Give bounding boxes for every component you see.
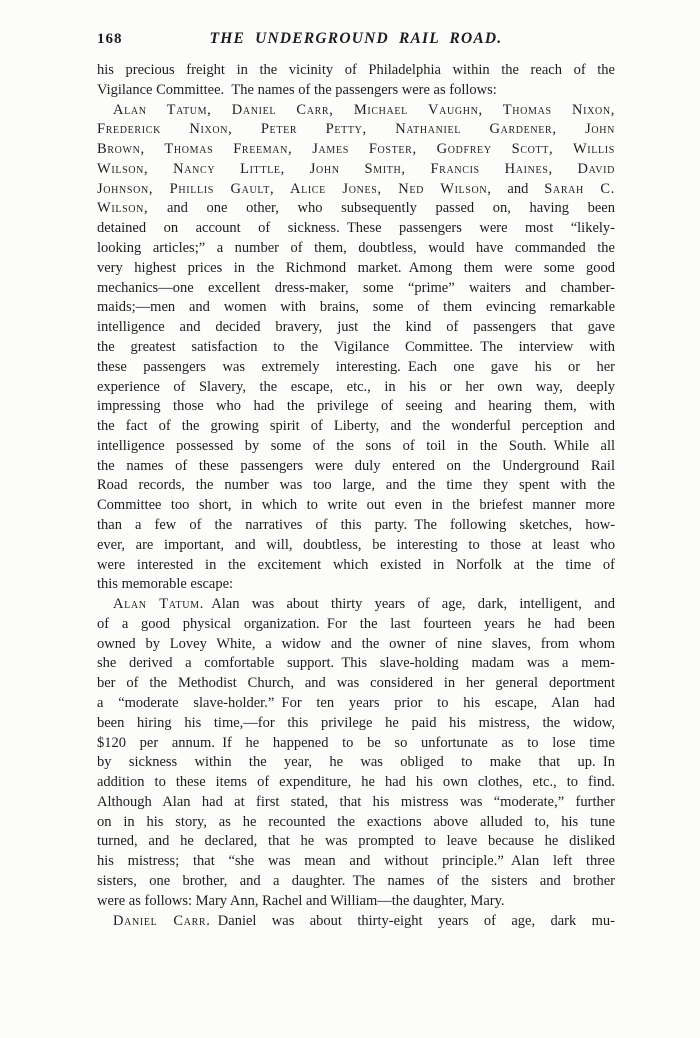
text-segment: owned by Lovey White, a widow and the owner of nine slaves, from whom	[97, 635, 615, 652]
text-line	[97, 734, 615, 754]
text-segment: ever, are important, and will, doubtless, be interesting to those at least who	[97, 536, 615, 553]
text-line	[97, 81, 615, 101]
page-body	[97, 61, 615, 931]
passenger-name: Brown, Thomas Freeman, James Foster, Godfrey Scott, Willis	[97, 141, 615, 158]
text-line	[97, 674, 615, 694]
passenger-name: Wilson,	[97, 200, 149, 217]
text-segment: looking articles;” a number of them, doubtless, would have commanded the	[97, 240, 615, 257]
text-line	[97, 476, 615, 496]
text-line	[97, 279, 615, 299]
text-segment: Road records, the number was too large, and the time they spent with the	[97, 477, 615, 494]
text-segment: Committee too short, in which to write out even in the briefest manner more	[97, 497, 615, 514]
page-header	[97, 30, 615, 50]
text-segment: his mistress; that “she was mean and without principle.” Alan left three	[97, 853, 615, 870]
text-line	[97, 259, 615, 279]
passenger-name: Frederick Nixon, Peter Petty, Nathaniel Gardener, John	[97, 121, 615, 138]
text-segment: these passengers was extremely interesting. Each one gave his or her	[97, 358, 615, 375]
text-line	[97, 160, 615, 180]
text-segment: addition to these items of expenditure, he had his own clothes, etc., to find.	[97, 774, 615, 791]
text-segment: a “moderate slave-holder.” For ten years prior to his escape, Alan had	[97, 695, 615, 711]
text-segment: Alan was about thirty years of age, dark, intelligent, and	[204, 596, 615, 613]
text-segment: sisters, one brother, and a daughter. The names of the sisters and brother	[97, 873, 615, 890]
text-segment: were interested in the excitement which existed in Norfolk at the time of	[97, 556, 615, 573]
text-segment: $120 per annum. If he happened to be so unfortunate as to lose time	[97, 734, 615, 751]
text-segment: Vigilance Committee. The names of the passengers were as follows:	[97, 81, 497, 98]
text-line	[97, 61, 615, 81]
passenger-name: Sarah C.	[544, 180, 616, 197]
text-segment: than a few of the narratives of this party. The following sketches, how-	[97, 516, 615, 533]
text-line	[97, 852, 615, 872]
text-line	[97, 516, 615, 536]
text-line	[97, 714, 615, 734]
text-line	[97, 793, 615, 813]
passenger-name: Alan Tatum.	[113, 596, 205, 613]
running-title: THE UNDERGROUND RAIL ROAD.	[209, 30, 503, 47]
text-line	[97, 199, 615, 219]
text-segment: and one other, who subsequently passed on, having been	[148, 200, 615, 217]
text-line	[97, 912, 615, 932]
text-line	[97, 892, 615, 912]
text-segment: this memorable escape:	[97, 576, 234, 593]
text-segment: intelligence possessed by some of the sons of toil in the South. While all	[97, 437, 615, 454]
text-segment: maids;—men and women with brains, some of them evincing remarkable	[97, 299, 615, 316]
text-line	[97, 378, 615, 398]
text-line	[97, 635, 615, 655]
text-line	[97, 694, 615, 714]
text-line	[97, 437, 615, 457]
text-segment: the greatest satisfaction to the Vigilance Committee. The interview with	[97, 338, 615, 355]
text-line	[97, 556, 615, 576]
text-line	[97, 338, 615, 358]
text-segment: very highest prices in the Richmond market. Among them were some good	[97, 259, 615, 276]
text-line	[97, 239, 615, 259]
text-segment: intelligence and decided bravery, just the kind of passengers that gave	[97, 319, 615, 336]
text-line	[97, 140, 615, 160]
text-line	[97, 358, 615, 378]
text-line	[97, 595, 615, 615]
text-segment: experience of Slavery, the escape, etc., in his or her own way, deeply	[97, 378, 615, 395]
text-line	[97, 773, 615, 793]
text-segment: Daniel was about thirty-eight years of age, dark mu-	[210, 912, 615, 929]
text-segment: been hiring his time,—for this privilege he paid his mistress, the widow,	[97, 714, 615, 731]
text-segment: she derived a comfortable support. This slave-holding madam was a mem-	[97, 655, 615, 672]
page-number: 168	[97, 31, 123, 47]
text-line	[97, 120, 615, 140]
text-line	[97, 813, 615, 833]
text-line	[97, 496, 615, 516]
text-segment: detained on account of sickness. These passengers were most “likely-	[97, 220, 615, 237]
text-segment: ber of the Methodist Church, and was considered in her general deportment	[97, 675, 615, 692]
text-line	[97, 575, 615, 595]
text-segment: Although Alan had at first stated, that his mistress was “moderate,” further	[97, 793, 615, 810]
text-segment: of a good physical organization. For the last fourteen years he had been	[97, 615, 615, 632]
text-segment: his precious freight in the vicinity of Philadelphia within the reach of the	[97, 62, 615, 78]
text-line	[97, 654, 615, 674]
text-segment: and	[491, 180, 545, 197]
text-segment: were as follows: Mary Ann, Rachel and William—the daughter, Mary.	[97, 892, 505, 909]
text-line	[97, 832, 615, 852]
text-line	[97, 219, 615, 239]
text-segment: turned, and he declared, that he was prompted to leave because he disliked	[97, 833, 615, 850]
text-segment: on in his story, as he recounted the exactions above alluded to, his tune	[97, 813, 615, 830]
text-segment: by sickness within the year, he was obliged to make that up. In	[97, 754, 615, 771]
passenger-name: Johnson, Phillis Gault, Alice Jones, Ned Wilson,	[97, 180, 492, 197]
text-segment: the names of these passengers were duly entered on the Underground Rail	[97, 457, 615, 474]
text-segment: the fact of the growing spirit of Liberty, and the wonderful perception and	[97, 418, 615, 435]
text-line	[97, 457, 615, 477]
text-line	[97, 417, 615, 437]
text-line	[97, 615, 615, 635]
text-line	[97, 318, 615, 338]
passenger-name: Wilson, Nancy Little, John Smith, Francis Haines, David	[97, 160, 615, 177]
text-line	[97, 872, 615, 892]
text-line	[97, 397, 615, 417]
text-segment: mechanics—one excellent dress-maker, some “prime” waiters and chamber-	[97, 279, 615, 296]
text-segment: impressing those who had the privilege of seeing and hearing them, with	[97, 398, 615, 415]
text-line	[97, 536, 615, 556]
text-line	[97, 753, 615, 773]
text-line	[97, 101, 615, 121]
text-line	[97, 298, 615, 318]
passenger-name: Daniel Carr.	[113, 912, 211, 929]
passenger-name: Alan Tatum, Daniel Carr, Michael Vaughn, Thomas Nixon,	[113, 101, 615, 118]
text-line	[97, 180, 615, 200]
